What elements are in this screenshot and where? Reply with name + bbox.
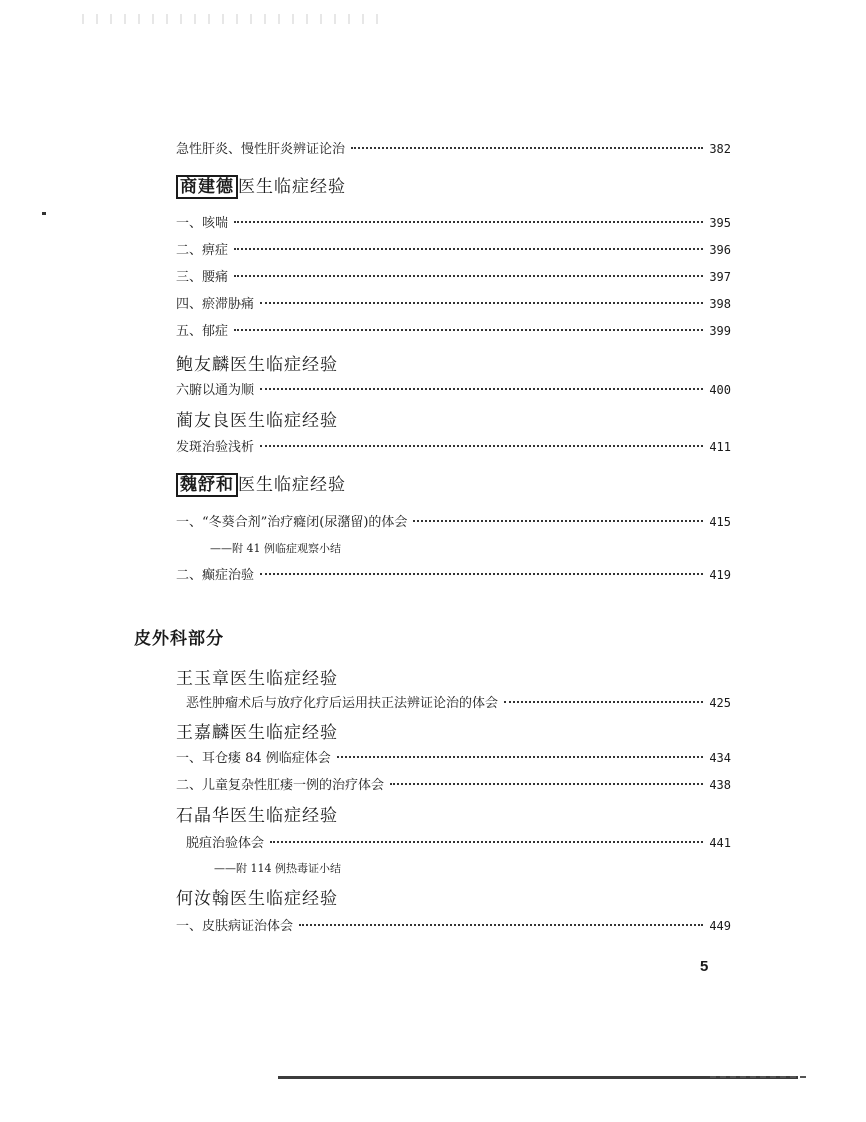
dot-leader — [270, 841, 703, 843]
dot-leader — [234, 221, 703, 223]
entry-title: 六腑以通为顺 — [176, 383, 255, 398]
part-heading: 皮外科部分 — [134, 629, 224, 649]
section-title — [176, 718, 338, 743]
toc-entry[interactable] — [176, 774, 731, 794]
boxed-name: 魏舒和 — [176, 473, 238, 497]
toc-entry[interactable] — [176, 266, 731, 286]
section-name: 蔺友良医生临症经验 — [176, 411, 338, 431]
entry-page: 399 — [709, 324, 731, 338]
section-title — [176, 801, 338, 826]
section-title — [176, 406, 338, 431]
entry-title: 发斑治验浅析 — [176, 440, 255, 455]
section-title — [176, 350, 338, 375]
dot-leader — [234, 329, 703, 331]
entry-title: 二、儿童复杂性肛瘘一例的治疗体会 — [176, 778, 385, 793]
section-title — [176, 884, 338, 909]
toc-entry[interactable] — [186, 692, 731, 712]
entry-page: 411 — [709, 440, 731, 454]
dot-leader — [299, 924, 703, 926]
dot-leader — [260, 445, 703, 447]
section-suffix: 医生临症经验 — [238, 475, 346, 495]
entry-page: 434 — [709, 751, 731, 765]
entry-page: 396 — [709, 243, 731, 257]
dot-leader — [413, 520, 703, 522]
toc-entry[interactable] — [176, 212, 731, 232]
entry-title: 一、咳喘 — [176, 216, 229, 231]
entry-title: 一、耳仓瘘 84 例临症体会 — [176, 751, 331, 766]
toc-entry[interactable] — [176, 436, 731, 456]
entry-page: 449 — [709, 919, 731, 933]
section-name: 石晶华医生临症经验 — [176, 806, 338, 826]
toc-entry[interactable] — [176, 293, 731, 313]
toc-entry[interactable] — [176, 564, 731, 584]
dot-leader — [260, 573, 703, 575]
entry-subtitle: ——附 114 例热毒证小结 — [214, 862, 341, 875]
entry-title: 一、皮肤病证治体会 — [176, 919, 294, 934]
entry-page: 438 — [709, 778, 731, 792]
scan-noise — [82, 14, 382, 24]
entry-page: 400 — [709, 383, 731, 397]
entry-page: 415 — [709, 515, 731, 529]
dot-leader — [234, 275, 703, 277]
section-title — [176, 664, 338, 689]
dot-leader — [260, 388, 703, 390]
entry-title: 二、癫症治验 — [176, 568, 255, 583]
toc-entry[interactable] — [186, 832, 731, 852]
section-name: 王嘉麟医生临症经验 — [176, 723, 338, 743]
page-number: 5 — [700, 958, 709, 975]
dot-leader — [260, 302, 703, 304]
entry-title: 二、痹症 — [176, 243, 229, 258]
entry-page: 397 — [709, 270, 731, 284]
entry-title: 五、郁症 — [176, 324, 229, 339]
entry-title: 脱疽治验体会 — [186, 836, 265, 851]
dot-leader — [234, 248, 703, 250]
entry-title: 一、“冬葵合剂”治疗癃闭(尿潴留)的体会 — [176, 515, 408, 530]
boxed-name: 商建德 — [176, 175, 238, 199]
section-name: 王玉章医生临症经验 — [176, 669, 338, 689]
entry-page: 441 — [709, 836, 731, 850]
entry-page: 395 — [709, 216, 731, 230]
toc-entry[interactable] — [176, 239, 731, 259]
dot-leader — [337, 756, 704, 758]
toc-entry[interactable] — [176, 138, 731, 158]
toc-entry[interactable] — [176, 915, 731, 935]
section-title — [176, 470, 346, 495]
entry-title: 急性肝炎、慢性肝炎辨证论治 — [176, 142, 346, 157]
entry-page: 425 — [709, 696, 731, 710]
section-name: 何汝翰医生临症经验 — [176, 889, 338, 909]
dot-leader — [351, 147, 703, 149]
section-title — [176, 172, 346, 197]
toc-entry[interactable] — [176, 379, 731, 399]
dot-leader — [390, 783, 703, 785]
entry-page: 419 — [709, 568, 731, 582]
entry-title: 四、瘀滞胁痛 — [176, 297, 255, 312]
section-suffix: 医生临症经验 — [238, 177, 346, 197]
toc-entry[interactable] — [176, 511, 731, 531]
entry-page: 398 — [709, 297, 731, 311]
entry-page: 382 — [709, 142, 731, 156]
entry-subtitle: ——附 41 例临症观察小结 — [210, 542, 341, 555]
scan-speck — [42, 212, 46, 215]
section-name: 鲍友麟医生临症经验 — [176, 355, 338, 375]
toc-entry[interactable] — [176, 747, 731, 767]
dot-leader — [504, 701, 703, 703]
entry-title: 三、腰痛 — [176, 270, 229, 285]
toc-entry[interactable] — [176, 320, 731, 340]
bottom-rule-tail — [710, 1076, 810, 1078]
entry-title: 恶性肿瘤术后与放疗化疗后运用扶正法辨证论治的体会 — [186, 696, 499, 711]
